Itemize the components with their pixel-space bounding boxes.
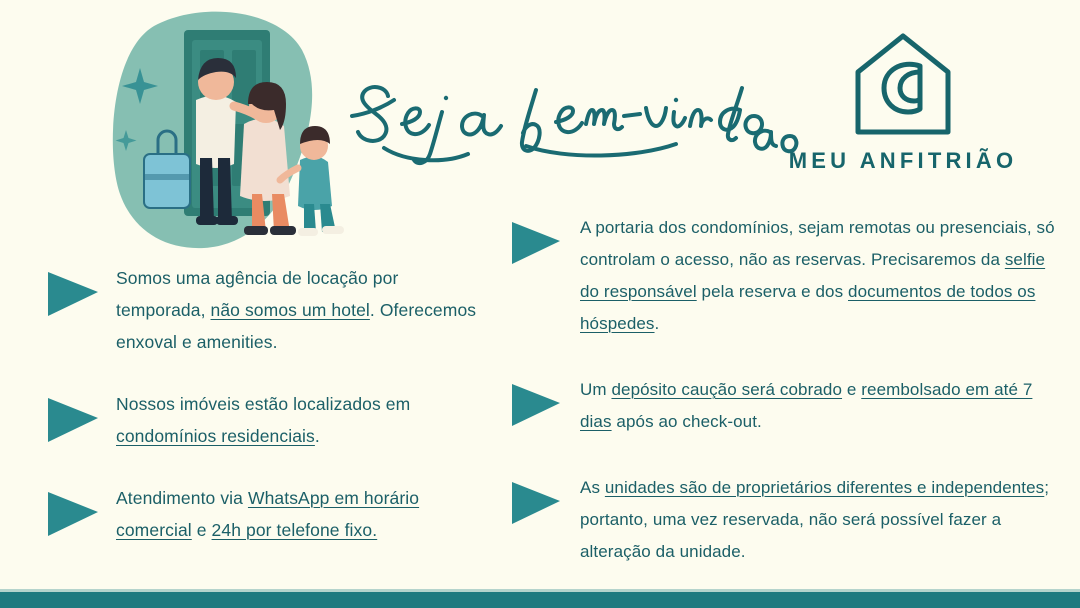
page-title [330,72,800,162]
bullet-segment: A portaria dos condomínios, sejam remotas ou presenciais, só controlam o acesso, não as reservas. Precisaremos da [580,218,1055,269]
bottom-bar [0,592,1080,608]
bullet-segment-underlined: condomínios residenciais [116,426,315,446]
bullet-segment: e [191,520,212,540]
bullet-text [116,388,484,452]
bullet-text [116,262,484,358]
bullet-segment-underlined: selfie do responsável [580,250,1046,301]
bullet-segment: Atendimento via [116,488,248,508]
bullet-segment-underlined: documentos de todos os hóspedes [580,282,1036,333]
house-with-leaf-icon [778,28,1028,140]
brand-block [778,28,1028,174]
bullet-text [580,374,1068,438]
bullet-segment: Um [580,380,612,399]
bullet-text [580,472,1068,568]
bullet-segment: Nossos imóveis estão localizados em [116,394,411,414]
bullet-segment: . [654,314,660,333]
triangle-bullet-icon [508,380,564,430]
bullet-text [580,212,1068,340]
list-item [508,212,1068,340]
list-item [44,482,484,546]
bullet-text [116,482,484,546]
list-item [508,374,1068,438]
triangle-bullet-icon [44,488,102,540]
bullet-segment: As [580,478,605,497]
triangle-bullet-icon [508,478,564,528]
list-item [44,262,484,358]
triangle-bullet-icon [44,268,102,320]
bullet-segment: após ao check-out. [611,412,762,431]
triangle-bullet-icon [44,394,102,446]
list-item [508,472,1068,568]
brand-name: MEU ANFITRIÃO [788,148,1018,173]
bullet-segment-underlined: depósito caução será cobrado [611,380,843,399]
triangle-bullet-icon [508,218,564,268]
bullet-segment: ; portanto, uma vez reservada, não será possível fazer a alteração da unidade. [580,478,1050,561]
bullet-segment: e [842,380,862,399]
bullet-segment: Somos uma agência de locação por temporada, [116,268,399,320]
bullet-segment: . [314,426,320,446]
bullet-segment-underlined: não somos um hotel [210,300,370,320]
bullet-segment-underlined: WhatsApp em horário comercial [116,488,420,540]
bullet-segment: pela reserva e dos [696,282,849,301]
bullet-segment: . Oferecemos enxoval e amenities. [116,300,477,352]
bullet-segment-underlined: reembolsado em até 7 dias [580,380,1033,431]
list-item [44,388,484,452]
left-bullet-column [44,262,484,576]
bullet-segment-underlined: unidades são de proprietários diferentes e independentes [604,478,1045,497]
bullet-segment-underlined: 24h por telefone fixo. [211,520,378,540]
right-bullet-column [508,212,1068,602]
